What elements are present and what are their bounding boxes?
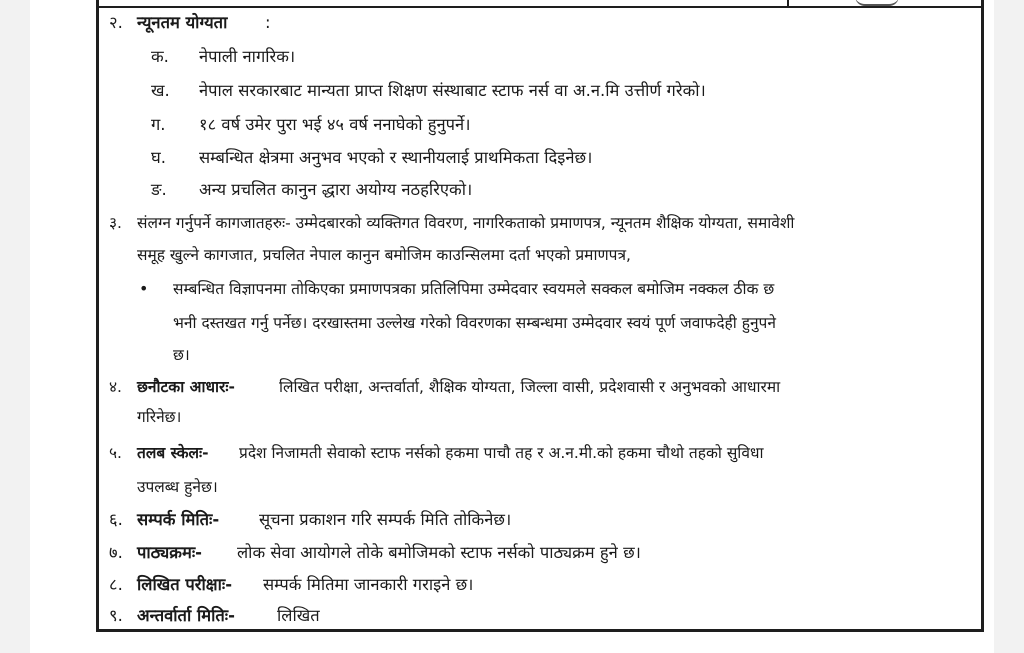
section-text: लिखित परीक्षा, अन्तर्वार्ता, शैक्षिक योग्यता, जिल्ला वासी, प्रदेशवासी र अनुभवको आधारमा xyxy=(279,378,781,396)
bullet-icon: • xyxy=(139,279,149,298)
section-number: ४. xyxy=(109,378,122,396)
section-text: प्रदेश निजामती सेवाको स्टाफ नर्सको हकमा पाचौ तह र अ.न.मी.को हकमा चौथो तहको सुविधा xyxy=(239,444,764,462)
item-text: सम्बन्धित क्षेत्रमा अनुभव भएको र स्थानीयलाई प्राथमिकता दिइनेछ। xyxy=(199,148,593,167)
section-title: लिखित परीक्षाः- xyxy=(137,575,233,594)
item-text: नेपाल सरकारबाट मान्यता प्राप्त शिक्षण संस्थाबाट स्टाफ नर्स वा अ.न.मि उत्तीर्ण गरेको। xyxy=(199,81,706,100)
notice-table-frame xyxy=(96,0,984,632)
section-number: ५. xyxy=(109,444,122,462)
section-text: लोक सेवा आयोगले तोके बमोजिमको स्टाफ नर्सको पाठ्यक्रम हुने छ। xyxy=(237,543,641,562)
bullet-text: सम्बन्धित विज्ञापनमा तोकिएका प्रमाणपत्रका प्रतिलिपिमा उम्मेदवार स्वयमले सक्कल बमोजिम नक्कल ठीक छ xyxy=(173,280,775,298)
section-text: लिखित xyxy=(277,606,320,625)
section-number: ९. xyxy=(109,606,123,625)
item-text: नेपाली नागरिक। xyxy=(199,47,296,66)
section-title: सम्पर्क मितिः- xyxy=(137,510,220,529)
section-title: न्यूनतम योग्यता xyxy=(137,13,228,32)
item-text: १८ वर्ष उमेर पुरा भई ४५ वर्ष ननाघेको हुनुपर्ने। xyxy=(199,115,471,134)
item-letter: ङ. xyxy=(151,180,167,199)
bullet-text: भनी दस्तखत गर्नु पर्नेछ। दरखास्तमा उल्लेख गरेको विवरणका सम्बन्धमा उम्मेदवार स्वयं पूर्ण जवाफदेही हुनुपने xyxy=(173,314,776,332)
section-title: पाठ्यक्रमः- xyxy=(137,543,202,562)
bullet-text: छ। xyxy=(173,346,190,364)
section-title-colon: : xyxy=(265,13,271,32)
item-letter: घ. xyxy=(151,148,166,167)
section-title: तलब स्केलः- xyxy=(137,444,209,462)
section-number: ३. xyxy=(109,214,122,232)
section-text: सम्पर्क मितिमा जानकारी गराइने छ। xyxy=(263,575,474,594)
cut-off-text-mark xyxy=(855,0,899,6)
section-text: समूह खुल्ने कागजात, प्रचलित नेपाल कानुन बमोजिम काउन्सिलमा दर्ता भएको प्रमाणपत्र, xyxy=(137,246,631,264)
section-number: २. xyxy=(109,13,123,32)
section-text: उपलब्ध हुनेछ। xyxy=(137,478,218,496)
table-column-divider xyxy=(787,0,789,8)
section-number: ७. xyxy=(109,543,123,562)
section-title: छनौटका आधारः- xyxy=(137,378,235,396)
section-number: ६. xyxy=(109,510,123,529)
item-text: अन्य प्रचलित कानुन द्धारा अयोग्य नठहरिएको। xyxy=(199,180,473,199)
table-top-border xyxy=(99,6,981,8)
item-letter: क. xyxy=(151,47,169,66)
item-letter: ख. xyxy=(151,81,170,100)
document-page xyxy=(30,0,994,653)
section-title: अन्तर्वार्ता मितिः- xyxy=(137,606,235,625)
section-text: सूचना प्रकाशन गरि सम्पर्क मिति तोकिनेछ। xyxy=(259,510,512,529)
section-number: ८. xyxy=(109,575,123,594)
section-text: संलग्न गर्नुपर्ने कागजातहरुः- उम्मेदबारको व्यक्तिगत विवरण, नागरिकताको प्रमाणपत्र, न्यूनतम शैक्षिक योग्यता, समावेशी xyxy=(137,214,795,232)
section-text: गरिनेछ। xyxy=(137,408,182,426)
item-letter: ग. xyxy=(151,115,166,134)
